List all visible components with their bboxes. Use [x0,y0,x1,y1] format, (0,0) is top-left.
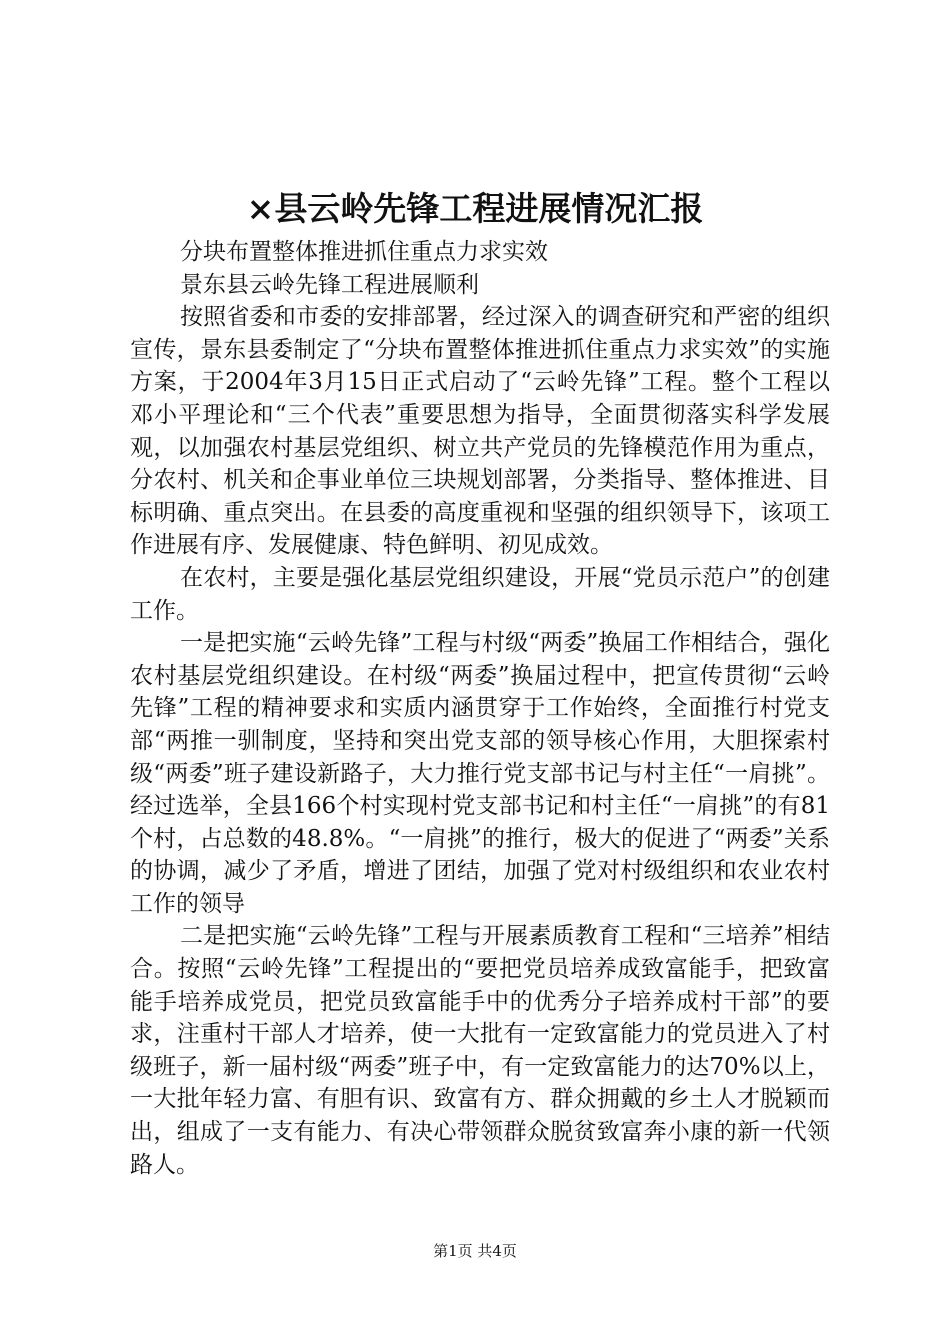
document-body [130,236,830,1181]
subtitle-line: 景东县云岭先锋工程进展顺利 [180,271,479,298]
page-number-footer: 第1页 共4页 [433,1242,517,1260]
body-paragraph: 按照省委和市委的安排部署，经过深入的调查研究和严密的组织宣传，景东县委制定了“分块布置整体推进抓住重点力求实效”的实施方案，于2004年3月15日正式启动了“云岭先锋”工程。整个工程以邓小平理论和“三个代表”重要思想为指导，全面贯彻落实科学发展观，以加强农村基层党组织、树立共产党员的先锋模范作用为重点，分农村、机关和企事业单位三块规划部署，分类指导、整体推进、目标明确、重点突出。在县委的高度重视和坚强的组织领导下，该项工作进展有序、发展健康、特色鲜明、初见成效。 [130,304,830,559]
body-paragraph: 二是把实施“云岭先锋”工程与开展素质教育工程和“三培养”相结合。按照“云岭先锋”工程提出的“要把党员培养成致富能手，把致富能手培养成党员，把党员致富能手中的优秀分子培养成村干部”的要求，注重村干部人才培养，使一大批有一定致富能力的党员进入了村级班子，新一届村级“两委”班子中，有一定致富能力的达70%以上，一大批年轻力富、有胆有识、致富有方、群众拥戴的乡土人才脱颖而出，组成了一支有能力、有决心带领群众脱贫致富奔小康的新一代领路人。 [130,923,830,1178]
body-paragraph: 一是把实施“云岭先锋”工程与村级“两委”换届工作相结合，强化农村基层党组织建设。在村级“两委”换届过程中，把宣传贯彻“云岭先锋”工程的精神要求和实质内涵贯穿于工作始终，全面推行村党支部“两推一驯制度，坚持和突出党支部的领导核心作用，大胆探索村级“两委”班子建设新路子，大力推行党支部书记与村主任“一肩挑”。经过选举，全县166个村实现村党支部书记和村主任“一肩挑”的有81个村，占总数的48.8%。“一肩挑”的推行，极大的促进了“两委”关系的协调，减少了矛盾，增进了团结，加强了党对村级组织和农业农村工作的领导 [130,630,830,917]
document-title: ×县云岭先锋工程进展情况汇报 [246,189,704,228]
body-paragraph: 在农村，主要是强化基层党组织建设，开展“党员示范户”的创建工作。 [130,564,830,624]
subtitle-line: 分块布置整体推进抓住重点力求实效 [180,239,548,265]
